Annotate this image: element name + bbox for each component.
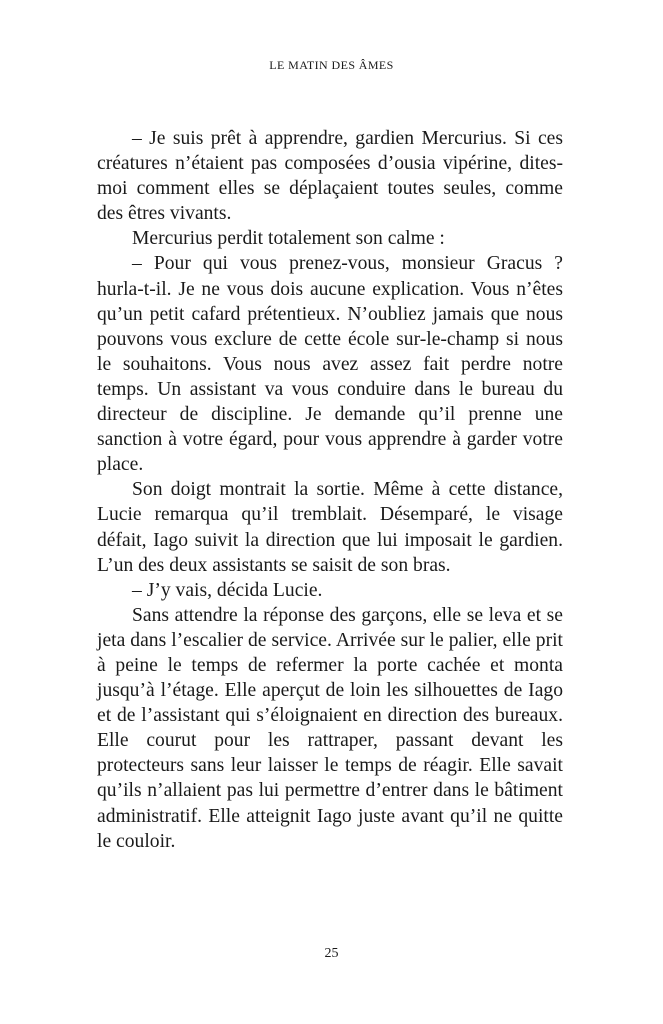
page-number: 25	[324, 946, 339, 961]
paragraph: Sans attendre la réponse des garçons, elle se leva et se jeta dans l’escalier de service. Arrivée sur le palier, elle prit à peine le temps de refermer la porte cachée et monta jusqu’à l’étage. Elle aperçut de loin les silhouettes de Iago et de l’assistant qui s’éloignaient en direction des bureaux. Elle courut pour les rattraper, passant devant les protecteurs sans leur laisser le temps de réagir. Elle savait qu’ils n’allaient pas lui permettre d’entrer dans le bâtiment administratif. Elle atteignit Iago juste avant qu’il ne quitte le couloir.	[97, 604, 563, 852]
page-body-text	[97, 126, 563, 854]
paragraph: Mercurius perdit totalement son calme :	[132, 228, 445, 250]
paragraph: Son doigt montrait la sortie. Même à cette distance, Lucie remarqua qu’il tremblait. Désemparé, le visage défait, Iago suivit la direction que lui imposait le gardien. L’un des deux assistants se saisit de son bras.	[97, 479, 563, 576]
paragraph: – J’y vais, décida Lucie.	[132, 579, 323, 601]
paragraph: – Pour qui vous prenez-vous, monsieur Gracus ? hurla-t-il. Je ne vous dois aucune explication. Vous n’êtes qu’un petit cafard prétentieux. N’oubliez jamais que nous pouvons vous exclure de cette école sur-le-champ si nous le souhaitons. Vous nous avez assez fait perdre notre temps. Un assistant va vous conduire dans le bureau du directeur de discipline. Je demande qu’il prenne une sanction à votre égard, pour vous apprendre à garder votre place.	[97, 253, 563, 476]
paragraph: – Je suis prêt à apprendre, gardien Mercurius. Si ces créatures n’étaient pas composées d’ousia vipérine, dites-moi comment elles se déplaçaient toutes seules, comme des êtres vivants.	[97, 128, 563, 225]
running-header-title: LE MATIN DES ÂMES	[269, 58, 394, 72]
